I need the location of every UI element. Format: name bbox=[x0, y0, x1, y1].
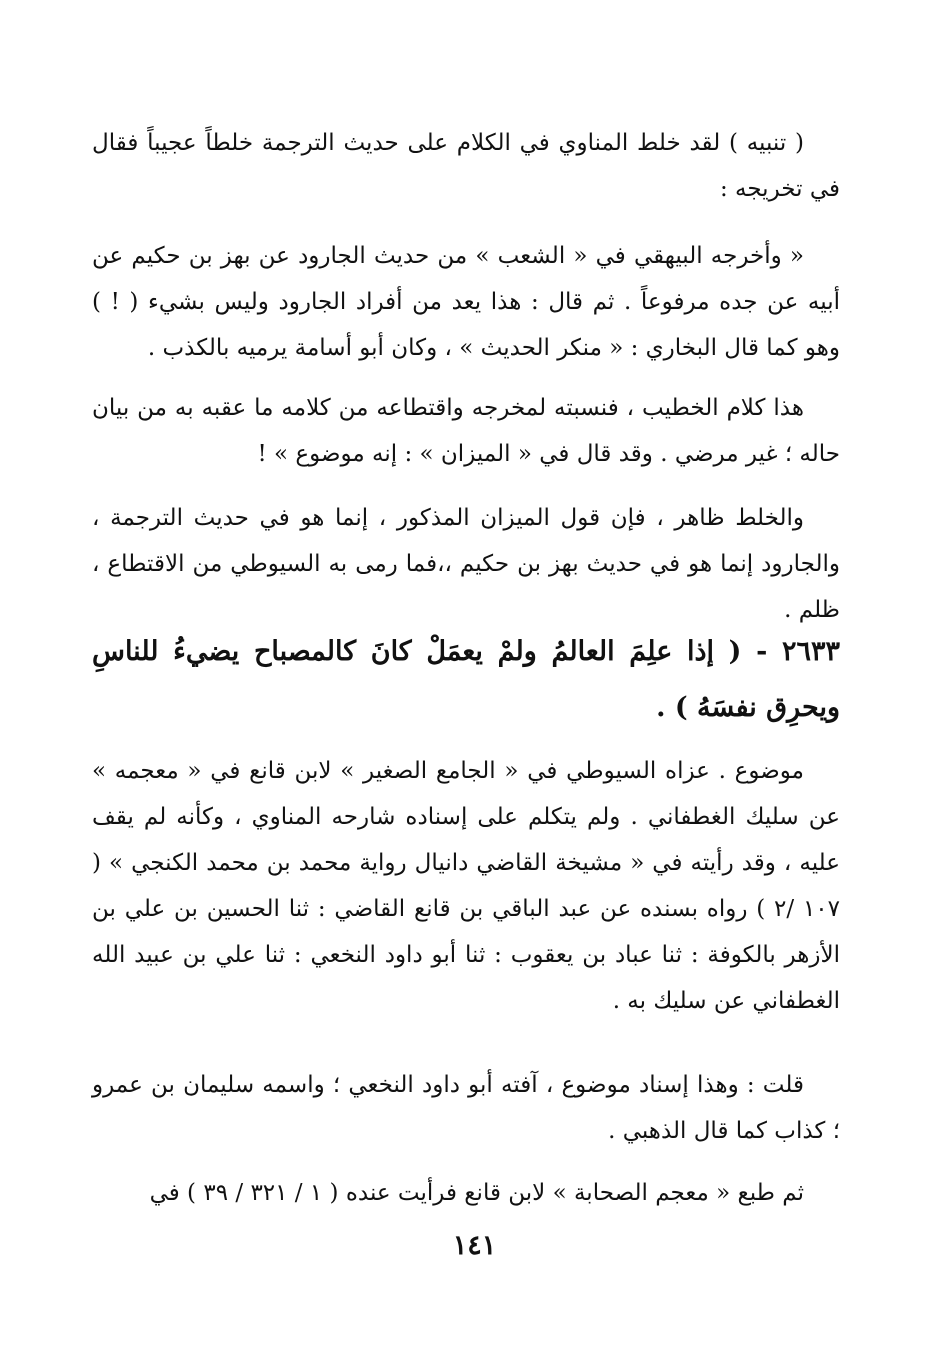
paragraph-quote-takhrij: « وأخرجه البيهقي في « الشعب » من حديث الجارود عن بهز بن حكيم عن أبيه عن جده مرفوعاً . ثم قال : هذا يعد من أفراد الجارود وليس بشيء ( ! ) وهو كما قال البخاري : « منكر الحديث » ، وكان أبو أسامة يرميه بالكذب . bbox=[92, 243, 840, 361]
page-number: ١٤١ bbox=[452, 1230, 497, 1261]
hadith-heading: ٢٦٣٣ - ( إذا علِمَ العالمُ ولمْ يعمَلْ كانَ كالمصباح يضيءُ للناسِ ويحرِق نفسَهُ ) . bbox=[92, 636, 840, 723]
paragraph-commentary: هذا كلام الخطيب ، فنسبته لمخرجه واقتطاعه من كلامه ما عقبه به من بيان حاله ؛ غير مرضي . وقد قال في « الميزان » : إنه موضوع » ! bbox=[92, 395, 840, 467]
paragraph-remark: قلت : وهذا إسناد موضوع ، آفته أبو داود النخعي ؛ واسمه سليمان بن عمرو ؛ كذاب كما قال الذهبي . bbox=[92, 1072, 840, 1144]
paragraph-continuation: ثم طبع « معجم الصحابة » لابن قانع فرأيت عنده ( ١ / ٣٢١ / ٣٩ ) في bbox=[149, 1180, 804, 1206]
paragraph-note: ( تنبيه ) لقد خلط المناوي في الكلام على حديث الترجمة خلطاً عجيباً فقال في تخريجه : bbox=[92, 130, 840, 202]
paragraph-grading: موضوع . عزاه السيوطي في « الجامع الصغير » لابن قانع في « معجمه » عن سليك الغطفاني . ولم يتكلم على إسناده شارحه المناوي ، وكأنه لم يقف عليه ، وقد رأيته في « مشيخة القاضي دانيال رواية محمد بن محمد الكنجي » ( ١٠٧ /٢ ) رواه بسنده عن عبد الباقي بن قانع القاضي : ثنا الحسين بن علي بن الأزهر بالكوفة : ثنا عباد بن يعقوب : ثنا أبو داود النخعي : ثنا علي بن عبيد الله الغطفاني عن سليك به . bbox=[92, 758, 840, 1014]
paragraph-conclusion: والخلط ظاهر ، فإن قول الميزان المذكور ، إنما هو في حديث الترجمة ، والجارود إنما هو في حديث بهز بن حكيم ،،فما رمى به السيوطي من الاقتطاع ، ظلم . bbox=[92, 505, 840, 623]
